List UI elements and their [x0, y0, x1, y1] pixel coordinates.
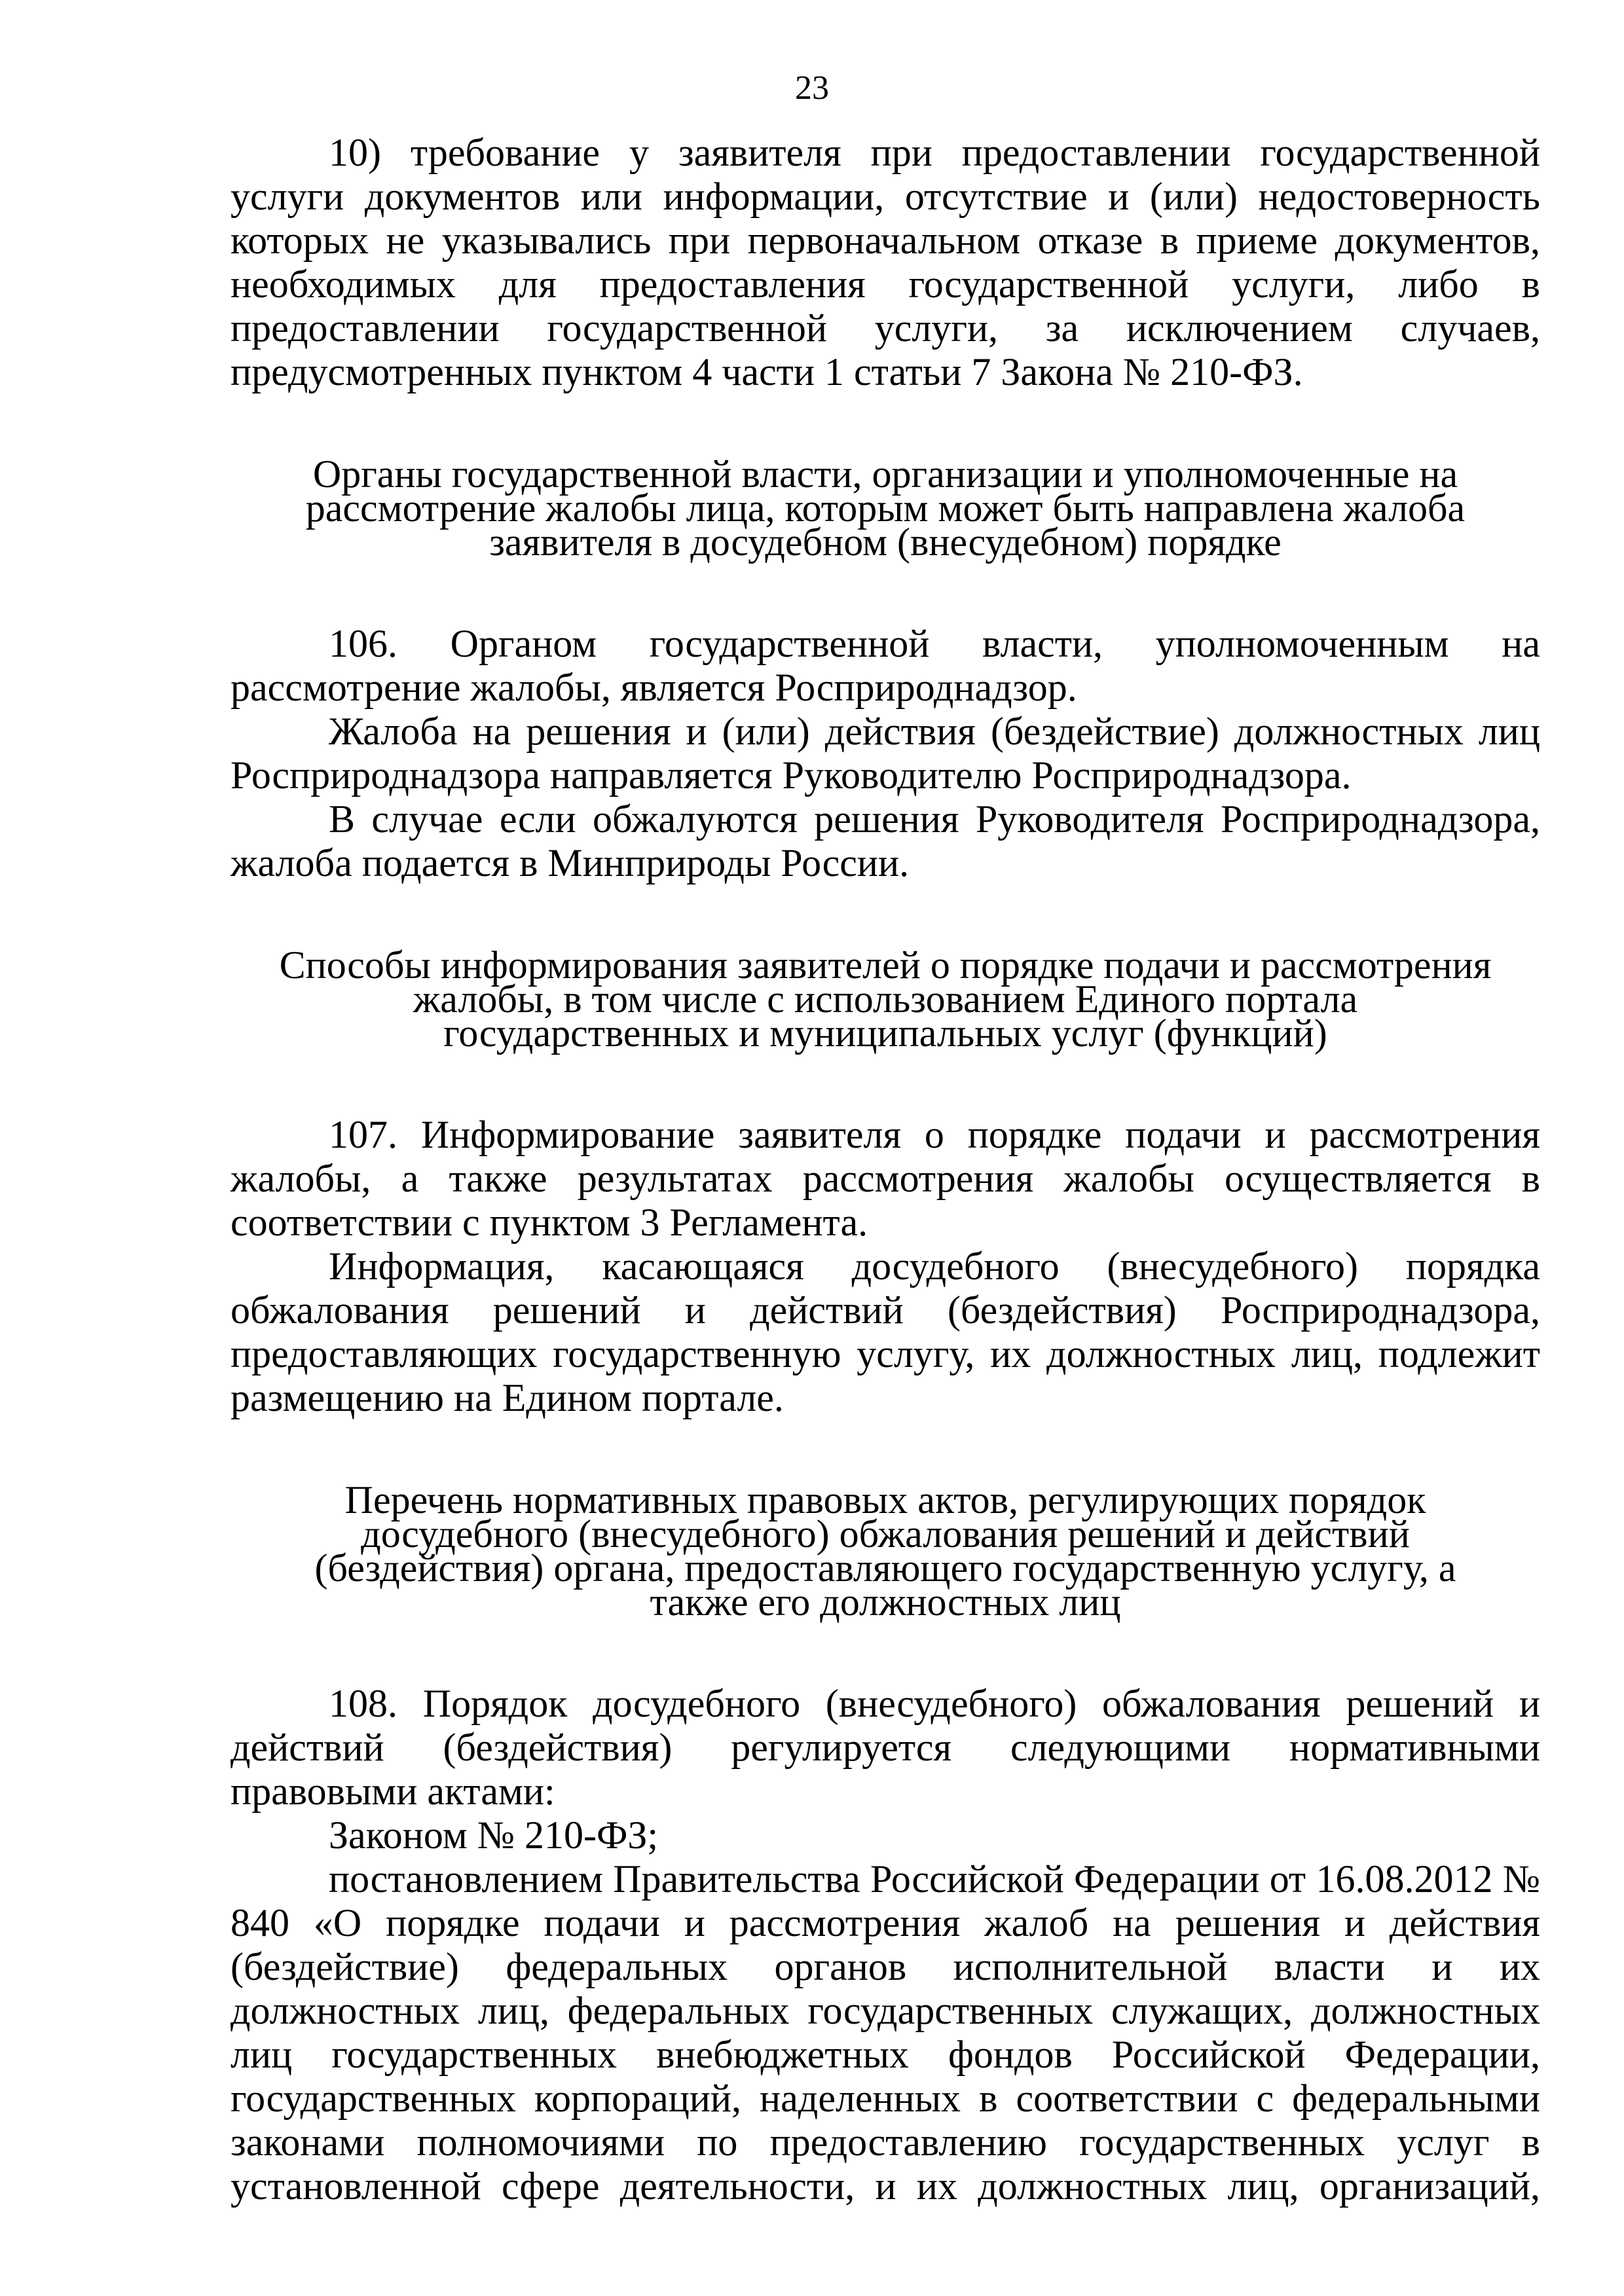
page-number: 23: [795, 69, 829, 107]
paragraph-106: 106. Органом государственной власти, уполномоченным на рассмотрение жалобы, является Росприроднадзор.: [231, 622, 1540, 709]
paragraph-106-minprirody: В случае если обжалуются решения Руководителя Росприроднадзора, жалоба подается в Минприроды России.: [231, 797, 1540, 884]
paragraph-106-complaint-officials: Жалоба на решения и (или) действия (бездействие) должностных лиц Росприроднадзора направляется Руководителю Росприроднадзора.: [231, 710, 1540, 797]
section-heading-informing-methods: Способы информирования заявителей о порядке подачи и рассмотрения жалобы, в том числе с использованием Единого портала государственных и муниципальных услуг (функций): [279, 943, 1492, 1055]
section-heading-complaint-bodies: Органы государственной власти, организации и уполномоченные на рассмотрение жалобы лица, которым может быть направлена жалоба заявителя в досудебном (внесудебном) порядке: [305, 452, 1466, 564]
paragraph-108-law-210: Законом № 210-ФЗ;: [329, 1813, 659, 1857]
paragraph-108: 108. Порядок досудебного (внесудебного) обжалования решений и действий (бездействия) регулируется следующими нормативными правовыми актами:: [231, 1682, 1540, 1813]
paragraph-item-10: 10) требование у заявителя при предоставлении государственной услуги документов или информации, отсутствие и (или) недостоверность которых не указывались при первоначальном отказе в приеме документов, необходимых для предоставления государственной услуги, либо в предоставлении государственной услуги, за исключением случаев, предусмотренных пунктом 4 части 1 статьи 7 Закона № 210-ФЗ.: [231, 131, 1540, 393]
section-heading-legal-acts: Перечень нормативных правовых актов, регулирующих порядок досудебного (внесудебного) обжалования решений и действий (бездействия) органа, предоставляющего государственную услугу, а также его должностных лиц: [314, 1478, 1456, 1624]
paragraph-107-information: Информация, касающаяся досудебного (внесудебного) порядка обжалования решений и действий (бездействия) Росприроднадзора, предоставляющих государственную услугу, их должностных лиц, подлежит размещению на Едином портале.: [231, 1245, 1540, 1419]
paragraph-107: 107. Информирование заявителя о порядке подачи и рассмотрения жалобы, а также результатах рассмотрения жалобы осуществляется в соответствии с пунктом 3 Регламента.: [231, 1113, 1540, 1244]
document-body: [231, 131, 1540, 2208]
paragraph-108-resolution-840: постановлением Правительства Российской Федерации от 16.08.2012 № 840 «О порядке подачи и рассмотрения жалоб на решения и действия (бездействие) федеральных органов исполнительной власти и их должностных лиц, федеральных государственных служащих, должностных лиц государственных внебюджетных фондов Российской Федерации, государственных корпораций, наделенных в соответствии с федеральными законами полномочиями по предоставлению государственных услуг в установленной сфере деятельности, и их должностных лиц, организаций,: [231, 1857, 1540, 2208]
